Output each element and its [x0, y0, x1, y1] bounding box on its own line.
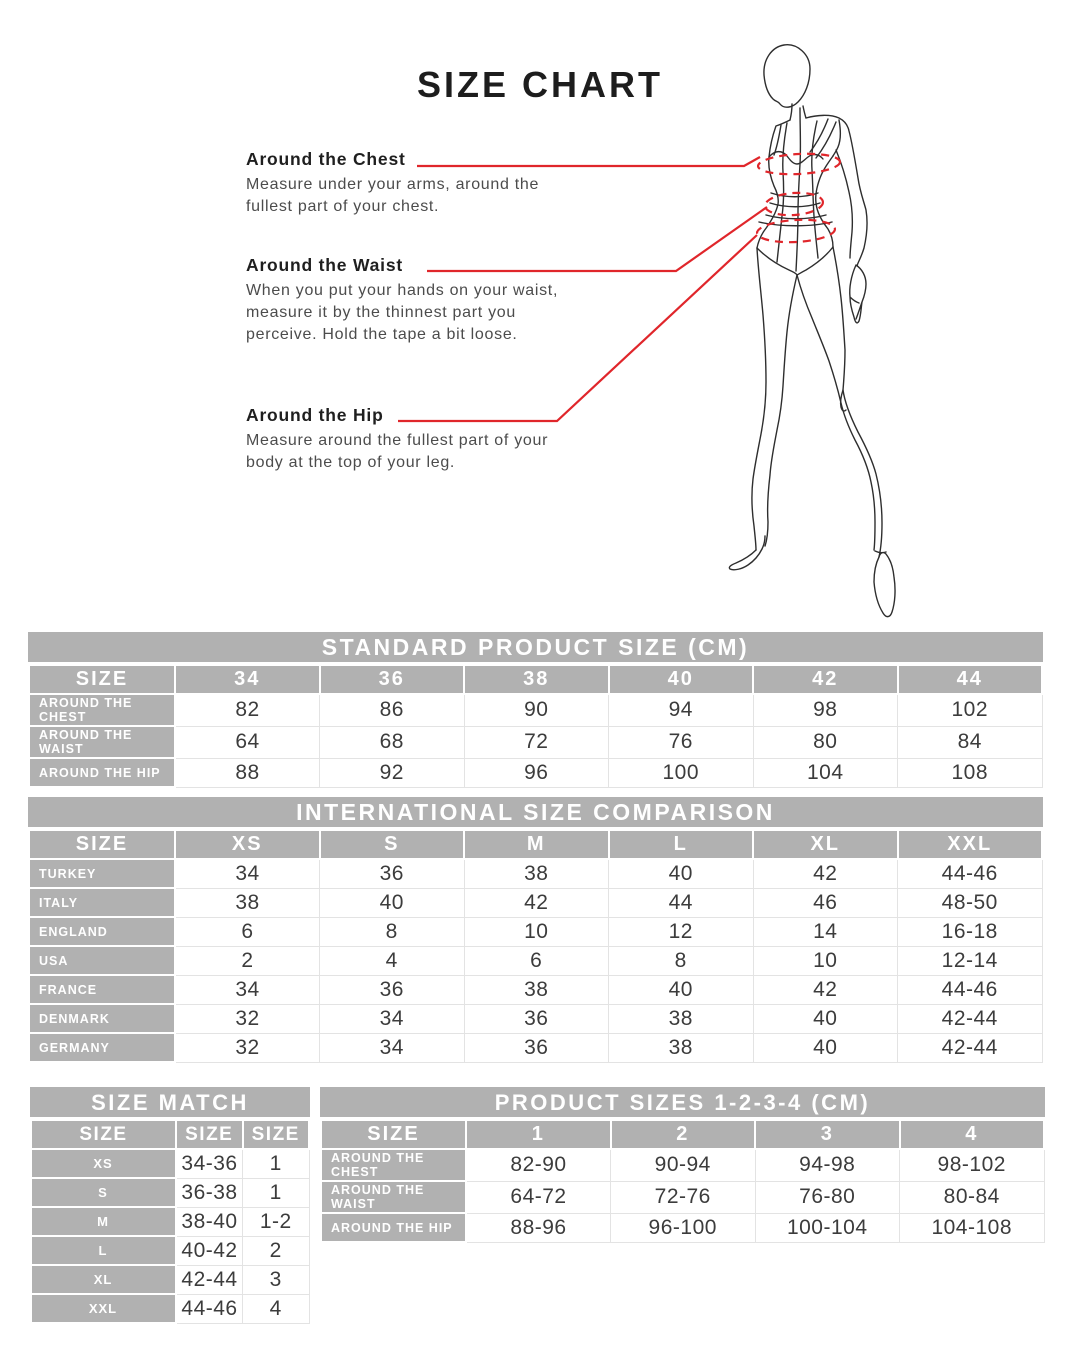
- column-header: 4: [900, 1120, 1045, 1149]
- cell-value: 3: [243, 1265, 310, 1294]
- cell-value: 14: [753, 917, 898, 946]
- cell-value: 68: [320, 726, 465, 758]
- cell-value: 8: [320, 917, 465, 946]
- header-row: [31, 1120, 309, 1149]
- cell-value: 76: [609, 726, 754, 758]
- row-label: S: [31, 1178, 176, 1207]
- row-label: AROUND THE WAIST: [29, 726, 175, 758]
- cell-value: 38: [609, 1004, 754, 1033]
- croquis-left-foot: [729, 536, 765, 570]
- croquis-torso-right: [816, 156, 833, 247]
- corner-header: SIZE: [321, 1120, 466, 1149]
- cell-value: 36: [464, 1004, 609, 1033]
- cell-value: 96-100: [611, 1213, 756, 1242]
- cell-value: 64-72: [466, 1181, 611, 1213]
- table-row: [321, 1149, 1044, 1181]
- croquis-hand: [850, 265, 866, 323]
- row-label: DENMARK: [29, 1004, 175, 1033]
- cell-value: 34: [175, 975, 320, 1004]
- croquis-arm-inner: [833, 120, 852, 258]
- croquis-figure: [729, 45, 895, 617]
- row-label: USA: [29, 946, 175, 975]
- hip-measure-ellipse: [756, 218, 835, 244]
- annotation-text-line: body at the top of your leg.: [246, 454, 456, 471]
- cell-value: 12: [609, 917, 754, 946]
- annotation-text-line: Measure around the fullest part of your: [246, 432, 549, 449]
- row-label: GERMANY: [29, 1033, 175, 1062]
- cell-value: 2: [175, 946, 320, 975]
- cell-value: 44-46: [176, 1294, 243, 1323]
- table-grid: [28, 664, 1043, 788]
- cell-value: 12-14: [898, 946, 1043, 975]
- table-row: [29, 946, 1042, 975]
- column-header: XL: [753, 830, 898, 859]
- table-row: [31, 1236, 309, 1265]
- cell-value: 36: [464, 1033, 609, 1062]
- column-header: S: [320, 830, 465, 859]
- croquis-right-leg: [833, 247, 882, 557]
- croquis-torso-left: [757, 120, 790, 248]
- chest-measure-ellipse: [758, 152, 841, 176]
- cell-value: 46: [753, 888, 898, 917]
- cell-value: 94: [609, 694, 754, 726]
- column-header: 38: [464, 665, 609, 694]
- annotation-text-line: fullest part of your chest.: [246, 198, 440, 215]
- column-header: 44: [898, 665, 1043, 694]
- cell-value: 64: [175, 726, 320, 758]
- row-label: FRANCE: [29, 975, 175, 1004]
- column-header: 1: [466, 1120, 611, 1149]
- table-grid: [28, 829, 1043, 1063]
- column-header: 34: [175, 665, 320, 694]
- croquis-left-leg: [752, 248, 766, 550]
- cell-value: 108: [898, 758, 1043, 787]
- cell-value: 42-44: [898, 1033, 1043, 1062]
- cell-value: 100: [609, 758, 754, 787]
- cell-value: 80-84: [900, 1181, 1045, 1213]
- croquis-waist-lines: [766, 193, 826, 219]
- cell-value: 72-76: [611, 1181, 756, 1213]
- cell-value: 38-40: [176, 1207, 243, 1236]
- cell-value: 4: [243, 1294, 310, 1323]
- annotation-heading: Around the Waist: [246, 255, 404, 275]
- annotation-waist: [246, 255, 666, 346]
- table-row: [29, 859, 1042, 888]
- table-row: [31, 1265, 309, 1294]
- cell-value: 104-108: [900, 1213, 1045, 1242]
- annotation-text-line: Measure under your arms, around the: [246, 176, 540, 193]
- cell-value: 76-80: [755, 1181, 900, 1213]
- cell-value: 48-50: [898, 888, 1043, 917]
- cell-value: 90: [464, 694, 609, 726]
- column-header: L: [609, 830, 754, 859]
- cell-value: 90-94: [611, 1149, 756, 1181]
- cell-value: 96: [464, 758, 609, 787]
- cell-value: 1: [243, 1178, 310, 1207]
- cell-value: 10: [464, 917, 609, 946]
- cell-value: 1: [243, 1149, 310, 1178]
- waist-measure-ellipse: [764, 191, 823, 217]
- cell-value: 36: [320, 975, 465, 1004]
- cell-value: 38: [175, 888, 320, 917]
- table-row: [29, 726, 1042, 758]
- row-label: XXL: [31, 1294, 176, 1323]
- cell-value: 80: [753, 726, 898, 758]
- cell-value: 44-46: [898, 859, 1043, 888]
- croquis-bust-line: [769, 152, 823, 164]
- cell-value: 92: [320, 758, 465, 787]
- cell-value: 40-42: [176, 1236, 243, 1265]
- croquis-princess-seams: [777, 121, 818, 262]
- table-row: [29, 758, 1042, 787]
- croquis-center-seam: [796, 108, 800, 271]
- cell-value: 84: [898, 726, 1043, 758]
- row-label: L: [31, 1236, 176, 1265]
- croquis-left-leg-inner: [765, 275, 797, 546]
- cell-value: 32: [175, 1033, 320, 1062]
- cell-value: 42: [753, 975, 898, 1004]
- cell-value: 98-102: [900, 1149, 1045, 1181]
- cell-value: 42-44: [898, 1004, 1043, 1033]
- row-label: AROUND THE WAIST: [321, 1181, 466, 1213]
- table-grid: [320, 1119, 1045, 1243]
- corner-header: SIZE: [31, 1120, 176, 1149]
- cell-value: 38: [464, 975, 609, 1004]
- croquis-right-knee: [841, 390, 846, 411]
- table-row: [31, 1178, 309, 1207]
- row-label: XL: [31, 1265, 176, 1294]
- size-match-table: [30, 1087, 310, 1324]
- cell-value: 10: [753, 946, 898, 975]
- annotation-text-line: measure it by the thinnest part you: [246, 304, 516, 321]
- column-header: 36: [320, 665, 465, 694]
- column-header: SIZE: [243, 1120, 310, 1149]
- cell-value: 16-18: [898, 917, 1043, 946]
- page-title: SIZE CHART: [417, 64, 663, 106]
- cell-value: 40: [753, 1004, 898, 1033]
- header-row: [321, 1120, 1044, 1149]
- cell-value: 44-46: [898, 975, 1043, 1004]
- croquis-straps: [774, 119, 836, 158]
- table-grid: [30, 1119, 310, 1324]
- cell-value: 44: [609, 888, 754, 917]
- table-title: INTERNATIONAL SIZE COMPARISON: [28, 797, 1043, 827]
- cell-value: 32: [175, 1004, 320, 1033]
- cell-value: 8: [609, 946, 754, 975]
- cell-value: 38: [609, 1033, 754, 1062]
- table-row: [29, 917, 1042, 946]
- product-sizes-table: [320, 1087, 1045, 1243]
- table-row: [29, 975, 1042, 1004]
- cell-value: 42-44: [176, 1265, 243, 1294]
- row-label: XS: [31, 1149, 176, 1178]
- row-label: AROUND THE HIP: [29, 758, 175, 787]
- cell-value: 36-38: [176, 1178, 243, 1207]
- table-row: [321, 1213, 1044, 1242]
- cell-value: 82: [175, 694, 320, 726]
- cell-value: 102: [898, 694, 1043, 726]
- cell-value: 100-104: [755, 1213, 900, 1242]
- corner-header: SIZE: [29, 665, 175, 694]
- cell-value: 88: [175, 758, 320, 787]
- croquis-right-foot: [874, 551, 895, 617]
- table-title: STANDARD PRODUCT SIZE (CM): [28, 632, 1043, 662]
- cell-value: 86: [320, 694, 465, 726]
- column-header: 2: [611, 1120, 756, 1149]
- cell-value: 40: [753, 1033, 898, 1062]
- header-row: [29, 830, 1042, 859]
- cell-value: 88-96: [466, 1213, 611, 1242]
- annotation-text-line: When you put your hands on your waist,: [246, 282, 559, 299]
- corner-header: SIZE: [29, 830, 175, 859]
- row-label: ITALY: [29, 888, 175, 917]
- table-row: [29, 694, 1042, 726]
- column-header: XS: [175, 830, 320, 859]
- row-label: AROUND THE CHEST: [29, 694, 175, 726]
- cell-value: 94-98: [755, 1149, 900, 1181]
- row-label: ENGLAND: [29, 917, 175, 946]
- croquis-leg-openings: [757, 247, 833, 275]
- cell-value: 40: [320, 888, 465, 917]
- annotation-heading: Around the Hip: [246, 405, 384, 425]
- cell-value: 40: [609, 975, 754, 1004]
- row-label: M: [31, 1207, 176, 1236]
- cell-value: 72: [464, 726, 609, 758]
- annotation-text-line: perceive. Hold the tape a bit loose.: [246, 326, 518, 343]
- table-row: [31, 1149, 309, 1178]
- table-row: [29, 1033, 1042, 1062]
- header-row: [29, 665, 1042, 694]
- cell-value: 34: [320, 1004, 465, 1033]
- croquis-arm-outer: [806, 115, 867, 266]
- cell-value: 42: [464, 888, 609, 917]
- standard-product-size-table: [28, 632, 1043, 788]
- table-row: [31, 1207, 309, 1236]
- croquis-hip-lines: [759, 222, 832, 226]
- cell-value: 34: [320, 1033, 465, 1062]
- cell-value: 34-36: [176, 1149, 243, 1178]
- column-header: 42: [753, 665, 898, 694]
- cell-value: 98: [753, 694, 898, 726]
- table-row: [31, 1294, 309, 1323]
- column-header: SIZE: [176, 1120, 243, 1149]
- table-row: [29, 1004, 1042, 1033]
- row-label: TURKEY: [29, 859, 175, 888]
- cell-value: 82-90: [466, 1149, 611, 1181]
- cell-value: 1-2: [243, 1207, 310, 1236]
- column-header: XXL: [898, 830, 1043, 859]
- cell-value: 6: [175, 917, 320, 946]
- cell-value: 36: [320, 859, 465, 888]
- cell-value: 6: [464, 946, 609, 975]
- croquis-right-leg-inner: [797, 275, 875, 550]
- column-header: 3: [755, 1120, 900, 1149]
- table-title: PRODUCT SIZES 1-2-3-4 (CM): [320, 1087, 1045, 1117]
- table-row: [321, 1181, 1044, 1213]
- cell-value: 42: [753, 859, 898, 888]
- cell-value: 4: [320, 946, 465, 975]
- cell-value: 104: [753, 758, 898, 787]
- international-size-comparison-table: [28, 797, 1043, 1063]
- column-header: 40: [609, 665, 754, 694]
- cell-value: 40: [609, 859, 754, 888]
- annotation-chest: [246, 149, 666, 218]
- cell-value: 38: [464, 859, 609, 888]
- table-row: [29, 888, 1042, 917]
- table-title: SIZE MATCH: [30, 1087, 310, 1117]
- cell-value: 34: [175, 859, 320, 888]
- croquis-neck: [790, 104, 806, 120]
- row-label: AROUND THE HIP: [321, 1213, 466, 1242]
- cell-value: 2: [243, 1236, 310, 1265]
- annotation-hip: [246, 405, 666, 474]
- annotation-heading: Around the Chest: [246, 149, 406, 169]
- row-label: AROUND THE CHEST: [321, 1149, 466, 1181]
- column-header: M: [464, 830, 609, 859]
